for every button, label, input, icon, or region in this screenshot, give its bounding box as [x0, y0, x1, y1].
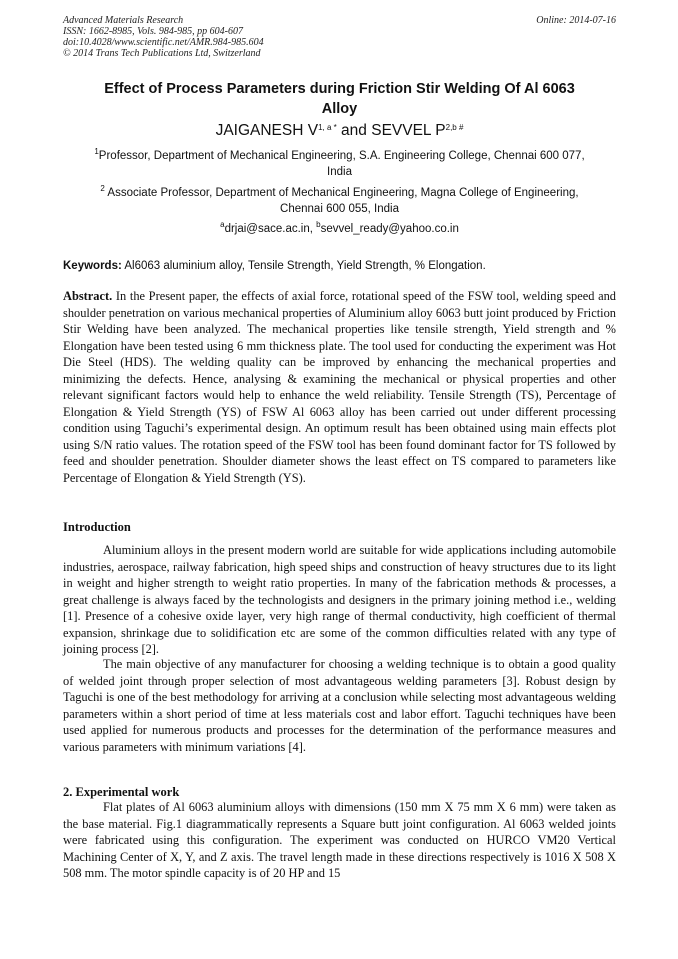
- author-connector: and: [336, 122, 372, 139]
- journal-name: Advanced Materials Research: [63, 15, 184, 26]
- abstract-text: In the Present paper, the effects of axial force, rotational speed of the FSW tool, welding speed and shoulder penetration on various mechanical properties of Aluminium alloy 6063 butt joint produced by Friction Stir Welding have been analyzed. The mechanical properties like tensile strength, Yield strength and % Elongation have been tested using 6 mm thickness plate. The tool used for conducting the experiment was Hot Die Steel (HDS). The welding quality can be improved by enhancing the mechanical properties and minimizing the defects. Hence, analysing & examining the mechanical or physical properties and other relevant significant factors would help to enhance the weld reliability. Tensile Strength (TS), Percentage of Elongation & Yield Strength (YS) of FSW Al 6063 alloy has been carried out under different processing condition using Taguchi’s experimental design. An optimum result has been obtained using main effects plot using S/N ratio values. The rotation speed of the FSW tool has been found dominant factor for TS followed by feed and shoulder penetration. Shoulder diameter shows the least effect on TS compared to parameters like Percentage of Elongation & Yield Strength (YS).: [63, 289, 616, 485]
- email-line: [63, 221, 616, 237]
- abstract-label: Abstract.: [63, 289, 113, 303]
- author-2-affiliation-mark: 2,b #: [445, 123, 464, 132]
- paper-title: [63, 79, 616, 119]
- title-line-2: Alloy: [321, 101, 358, 117]
- author-1-affiliation-mark: 1, a *: [318, 123, 337, 132]
- introduction-heading: Introduction: [63, 520, 131, 534]
- author-2: SEVVEL P: [371, 122, 446, 139]
- affiliation-2-line-2: Chennai 600 055, India: [280, 203, 399, 215]
- keywords-label: Keywords:: [63, 260, 122, 272]
- journal-header: [63, 15, 264, 59]
- online-date: Online: 2014-07-16: [536, 15, 616, 26]
- experimental-paragraph-1: Flat plates of Al 6063 aluminium alloys with dimensions (150 mm X 75 mm X 6 mm) were taken as the base material. Fig.1 diagrammatically represents a Square butt joint configuration. Al 6063 welded joints were fabricated using this configuration. The experiment was conducted on HURCO VM20 Vertical Machining Center of X, Y, and Z axis. The travel length made in these directions respectively is 1016 X 508 X 508 mm. The motor spindle capacity is of 20 HP and 15: [63, 800, 616, 880]
- introduction-paragraph-1: Aluminium alloys in the present modern world are suitable for wide applications including automobile industries, aerospace, railway fabrication, high speed ships and construction of heavy structures due to its light in weight and higher strength to weight ratio properties. In many of the fabrication methods & processes, a great challenge is always faced by the technologists and designers in the primary joining method i.e., welding [1]. Presence of a cohesive oxide layer, very high range of thermal conductivity, high coefficient of thermal expansion, shrinkage due to solidification etc are some of the common difficulties related with any type of joining process [2].: [63, 543, 616, 656]
- keywords: [63, 258, 616, 274]
- introduction-paragraph-2: The main objective of any manufacturer for choosing a welding technique is to obtain a good quality of welded joint through proper selection of most advantageous welding parameters [3]. Robust design by Taguchi is one of the best methodology for arriving at a conclusion while selecting most advantageous welding parameters within a short period of time at less materials cost and labor effort. Taguchi techniques have been used applied for numerous products and processes for the determination of the performance measures and various parameters with minimum variations [4].: [63, 657, 616, 754]
- affiliation-1: [63, 148, 616, 180]
- abstract: [63, 288, 616, 486]
- affiliation-2-mark: 2: [100, 184, 105, 193]
- affiliation-1-mark: 1: [94, 147, 99, 156]
- email-b[interactable]: sevvel_ready@yahoo.co.in: [320, 223, 459, 235]
- affiliation-2-line-1: Associate Professor, Department of Mechanical Engineering, Magna College of Engineering,: [104, 187, 579, 199]
- copyright-line: © 2014 Trans Tech Publications Ltd, Switzerland: [63, 48, 261, 59]
- issn-line: ISSN: 1662-8985, Vols. 984-985, pp 604-607: [63, 26, 243, 37]
- author-1: JAIGANESH V: [215, 122, 319, 139]
- author-list: [63, 121, 616, 141]
- affiliation-2: [63, 185, 616, 217]
- email-a[interactable]: drjai@sace.ac.in,: [224, 223, 317, 235]
- keywords-text: Al6063 aluminium alloy, Tensile Strength, Yield Strength, % Elongation.: [121, 260, 486, 272]
- affiliation-1-line-2: India: [327, 166, 352, 178]
- doi-line[interactable]: doi:10.4028/www.scientific.net/AMR.984-985.604: [63, 37, 264, 48]
- email-a-mark: a: [220, 220, 225, 229]
- experimental-heading: 2. Experimental work: [63, 785, 180, 799]
- email-b-mark: b: [316, 220, 321, 229]
- affiliation-1-line-1: Professor, Department of Mechanical Engineering, S.A. Engineering College, Chennai 600 077,: [98, 150, 585, 162]
- title-line-1: Effect of Process Parameters during Friction Stir Welding Of Al 6063: [104, 81, 575, 97]
